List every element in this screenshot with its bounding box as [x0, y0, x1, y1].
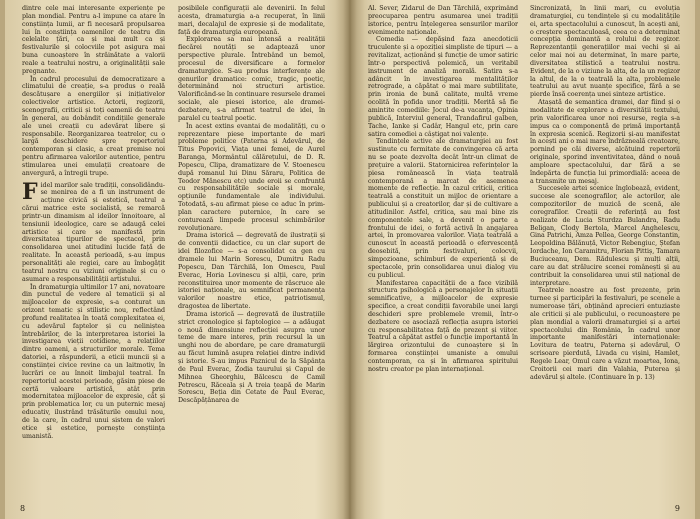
left-page-column-2 [178, 5, 325, 497]
paragraph: Explorarea sa mai intensă a realității fiecărei noutăți se adaptează unor perspective plurale. Întrebând un bemol, procesul de diversificare a formelor dramaturgice. S-au produs interferențe ale genurilor dramatice: comic, tragic, poetic, determinând noi structuri artistice. Valorificând-se în continuare resursele dramei sociale, ale piesei istorice, ale dramei-dezbatere, s-a afirmat teatrul de idei, în paralel cu teatrul poetic. [178, 36, 325, 122]
right-page-column-2 [530, 5, 680, 497]
paragraph: Teatrele noastre au fost prezente, prin turnee și participări la festivaluri, pe scenele a numeroase țări, obținând aprecieri entuziaste ale criticii și ale publicului, o recunoaștere pe plan mondial a valorii dramaturgiei și a artei spectacolului din România, în cadrul unor importante manifestări internaționale: Lovitura de teatru, Paterna și adevărul, O scrisoare pierdută, Livada cu vișini, Hamlet, Regele Lear, Omul care a văzut moartea, Iona, Croitorii cei mari din Valahia, Puterea și adevărul și altele. (Continuare în p. 13) [530, 287, 680, 381]
paragraph: În cadrul procesului de democratizare a climatului de creație, s-a produs o reală descătușare a energiilor și inițiativelor colectivelor artistice. Actorii, regizorii, scenografii, criticii și toți oamenii de teatru în general, au dobândit condițiile generale ale unei creații cu adevărat libere și responsabile. Reorganizarea teatrelor, cu o largă deschidere spre repertoriul contemporan și clasic, a creat premise noi pentru afirmarea valorilor autentice, pentru stimularea unei emulații creatoare de anvergură, a întregii trupe. [22, 75, 165, 177]
paragraph: Succesele artei scenice înglobează, evident, succese ale scenografilor, ale actorilor, ale compozitorilor de muzică de scenă, ale coregrafilor. Creații de referință au fost realizate de Lucia Sturdza Bulandra, Radu Beligan, Clody Bertola, Marcel Anghelescu, Gina Patrichi, Amza Pellea, George Constantin, Leopoldina Bălănuță, Victor Rebengiuc, Ștefan Iordache, Ion Caramitru, Florian Pittiș, Tamara Buciuceanu, Dem. Rădulescu și mulți alții, care au dat strălucire scenei românești și au contribuit la consolidarea unui stil național de interpretare. [530, 185, 680, 287]
paragraph: În acest extins evantai de modalități, cu o reprezentare piese importante de mari probleme politice (Paterna și Adevărul, de Titus Popovici, Viața unei femei, de Aurel Baranga, Mormântul călărețului, de D. R. Popescu, Clipa, dramatizare de V. Stoenescu după romanul lui Dinu Săraru, Politica de Teodor Mănescu etc) unde eroii se confruntă cu responsabilitățile sociale și morale, opțiunile fundamentale ale individului. Totodată, s-au afirmat piese ce aduc în prim-plan caractere puternice, în care se conturează limpede procesul schimbărilor revoluționare. [178, 122, 325, 232]
paragraph [22, 178, 165, 284]
paragraph: Comedia — depășind faza anecdoticii truculente și a opoziției simpliste de tipuri — a revitalizat, acționând și funcție de umor satiric într-o perspectivă polemică, un veritabil instrument de analiză morală. Satira s-a adâncit în investigarea mentalităților retrograde, a căpătat o mai mare subtilitate, prin ironia de bună calitate, multă vreme ocolită în pofida unor tradiții. Merită să fie amintite comediile: Jocul de-a vacanța, Opinia publică, Interviul general, Trandafirul galben, Tache, Ianke și Cadâr, Hangul etc, prin care satira comediei a câștigat noi valențe. [368, 36, 518, 138]
paragraph: Atașată de semantica dramei, dar fiind și o modalitate de explorare a diversității textului, prin valorificarea unor noi resurse, regia s-a impus ca o componentă de primă importanță în expresia scenică. Regizorii și-au manifestat în acești ani o mai mare îndrăzneală creatoare, pornind pe căi diverse, alcătuind repertorii originale, sporind inventivitatea, dând o nouă amploare spectacolului, dar fără a se îndepărta de funcția lui primordială: aceea de a transmite un mesaj. [530, 99, 680, 185]
right-page-column-1 [368, 5, 518, 497]
paragraph: Manifestarea capacității de a face vizibilă structura psihologică a personajelor în situații semnificative, a mijloacelor de expresie specifice, a creat condiții favorabile unei largi deschideri spre problemele vremii, într-o dezbatere ce asociază reflecția asupra istoriei cu responsabilitatea față de prezent și viitor. Teatrul a căpătat astfel o funcție importantă în lărgirea orizontului de cunoaștere și în formarea conștiinței umaniste a omului contemporan, ca și în afirmarea spiritului nostru creator pe plan internațional. [368, 279, 518, 373]
paragraph: În dramaturgia ultimilor 17 ani, novatoare din punctul de vedere al tematicii și al mijloacelor de expresie, s-a conturat un orizont tematic și stilistic nou, reflectând profund realitatea în toată complexitatea ei, cu adevărul faptelor și cu neliniștea întrebărilor, de la interpretarea istoriei la investigarea vieții cotidiene, a relațiilor dintre oameni, a structurilor morale. Tema datoriei, a răspunderii, a eticii muncii și a conștiinței civice revine ca un laitmotiv, în lucrări ce au înnoit limbajul teatral. În repertoriul acestei perioade, găsim piese de certă valoare artistică, atât prin modernitatea mijloacelor de expresie, cât și prin problematica lor, cu un puternic mesaj educativ, ilustrând trăsăturile omului nou, de la care, în cadrul unui sistem de valori etice și estetice, pornește conștiința umanistă. [22, 283, 165, 440]
paragraph-text: idel marilor sale tradiții, consolidându-se menirea de a fi un instrument de acțiune civică și estetică, teatrul a cărui matrice este socialistă, se remarcă printr-un dinamism al ideilor înnoitoare, al tensiunii ideologice, care se adaugă celei artistice și care se manifestă prin diversitatea tipurilor de spectacol, prin consolidarea unei atitudini lucide față de realitate. În această perioadă, s-au impus personalități ale regiei, care au îmbogățit teatrul nostru cu viziuni originale și cu o asumare a responsabilității artistului. [22, 181, 165, 283]
paragraph: Al. Sever, Zidarul de Dan Tărchilă, exprimând preocuparea pentru asumarea unei tradiții istorice, pentru înțelegerea sensurilor marilor evenimente naționale. [368, 5, 518, 36]
paragraph: posibilele configurații ale devenirii. În felul acesta, dramaturgia a-a recuperat, în linii mari, decalajul de expresie și de modalitate, față de dramaturgia europeană. [178, 5, 325, 36]
left-page-column-1 [22, 5, 165, 497]
paragraph: Sincronizată, în linii mari, cu evoluția dramaturgiei, cu tendințele și cu modalitățile ei, arta spectacolului a cunoscut, în acești ani, o creștere spectaculoasă, ceea ce a determinat concepția dominantă a rolului de regizor. Reprezentanții generațiilor mai vechi și ai celor mai noi au determinat, în mare parte, diversitatea stilistică a teatrului nostru. Evident, de la o viziune la alta, de la un regizor la altul, de la o teatrală la alta, problemele teatrului au avut nuanțe specifice, fără a se pierde însă coerența unei sinteze artistice. [530, 5, 680, 99]
paragraph: Drama istorică — degrevată de ilustrațiile strict cronologice și faptologice — a adăugat o nouă dimensiune reflecției asupra unor teme de mare interes, prin recursul la un unghi nou de abordare, pe care dramaturgii au făcut lumină asupra relației dintre individ și istorie. S-au impus Paznicul de la Săpânța de Paul Everac, Zodia taurului și Capul de Mihnea Gheorghiu, Bălcescu de Camil Petrescu, Răceala și A treia țeapă de Marin Sorescu, Beția din Cetate de Paul Everac, Descăpățânarea de [178, 310, 325, 405]
paragraph: Tendințele active ale dramaturgiei au fost sustinute cu fermitate de convingerea că arta nu se poate dezvolta decât într-un climat de prețuire a valorii. Statornicirea referințelor la piesa românească în viața teatrală contemporană a marcat de asemenea momente de reflecție. În cazul criticii, critica teatrală a constituit un mijloc de orientare a publicului și a creatorilor, dar și de cultivare a atitudinilor. Astfel, critica, sau mai bine zis componentele sale, a devenit o parte a frontului de idei, o forță activă în angajarea artei, în promovarea valorilor. Viața teatrală a cunoscut în această perioadă o efervescență deosebită, prin festivaluri, colocvii, simpozioane, schimburi de experiență și de spectacole, prin consolidarea unui dialog viu cu publicul. [368, 138, 518, 279]
right-page [350, 0, 700, 519]
dropcap-letter: F [22, 178, 38, 205]
paragraph: Drama istorică — degrevată de ilustrații și de convenții didactice, cu un clar suport de idei filozofice — s-a consolidat ca gen cu dramele lui Marin Sorescu, Dumitru Radu Popescu, Dan Tărchilă, Ion Omescu, Paul Everac, Horia Lovinescu și alții, care, prin reconstituirea unor momente de răscruce ale istoriei naționale, au semnificat permanența valorilor noastre etice, patriotismul, dragostea de libertate. [178, 232, 325, 311]
paragraph: dintre cele mai interesante experiențe pe plan mondial. Pentru a-l impune ca atare în conștiința lumii, ar fi necesară propulsarea lui în conștiința oamenilor de teatru din celelalte țări, ca și mai mult ca și festivalurile și colocviile pot asigura mai buna cunoaștere în străinătate a valorii reale a teatrului nostru, a originalității sale pregnante. [22, 5, 165, 75]
page-number: 8 [20, 504, 26, 513]
page-number: 9 [674, 504, 680, 513]
